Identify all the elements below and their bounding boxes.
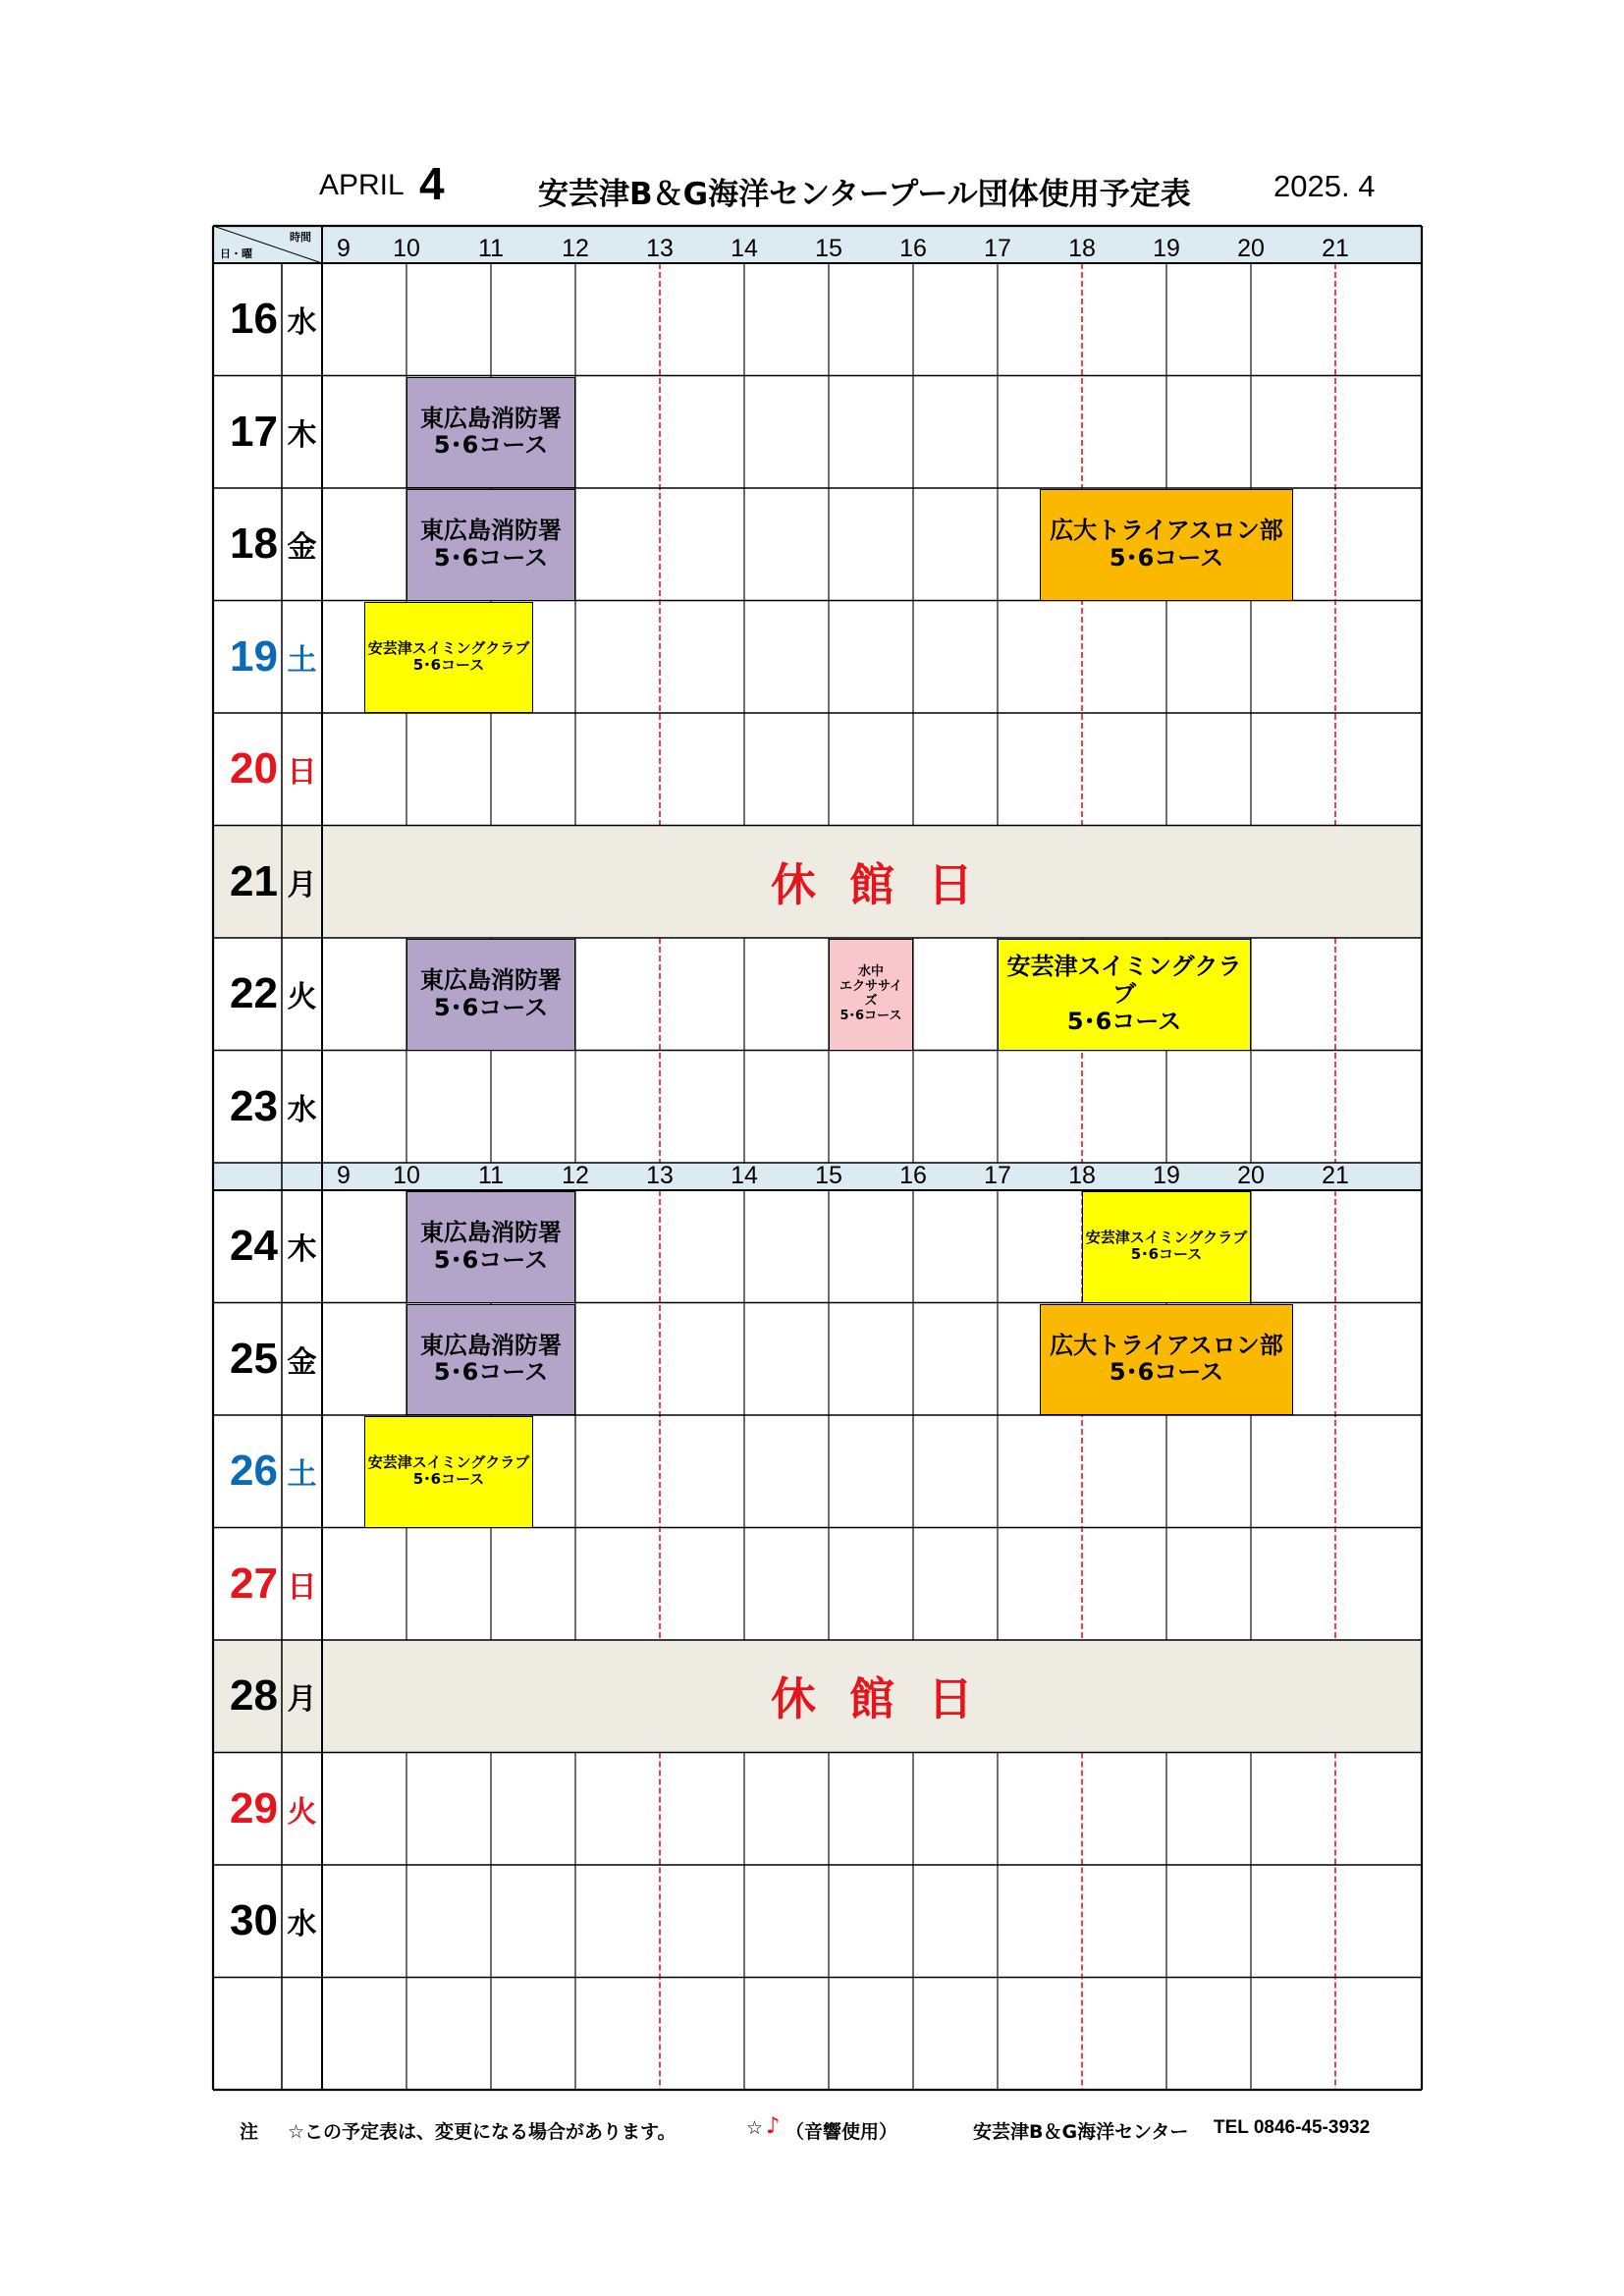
hour-label: 9 (337, 1162, 351, 1189)
event-text-line: 5･6コース (1109, 1358, 1224, 1387)
event-text-line: 東広島消防署 (420, 1219, 562, 1247)
center-name: 安芸津B＆G海洋センター (973, 2121, 1189, 2143)
event-text-line: 5･6コース (839, 1008, 902, 1023)
hour-label: 21 (1322, 1162, 1349, 1189)
day-number: 24 (230, 1222, 278, 1271)
hour-label: 19 (1153, 1162, 1180, 1189)
day-number: 21 (230, 856, 278, 905)
day-number: 23 (230, 1081, 278, 1130)
schedule-event[interactable] (406, 377, 575, 489)
day-number: 22 (230, 969, 278, 1018)
corner-label-day: 日・曜 (220, 247, 252, 260)
schedule-event[interactable] (1040, 1304, 1293, 1416)
hour-label: 16 (899, 235, 927, 262)
day-number: 19 (230, 631, 278, 681)
weekday-label: 月 (287, 867, 317, 902)
day-number: 17 (230, 407, 278, 456)
event-text-line: 水中 (857, 963, 884, 979)
month-number: 4 (419, 158, 445, 209)
hour-label: 12 (562, 235, 589, 262)
hour-label: 21 (1322, 235, 1349, 262)
hour-label: 10 (393, 1162, 420, 1189)
weekday-label: 水 (287, 1907, 317, 1942)
telephone: TEL 0846-45-3932 (1214, 2117, 1371, 2138)
day-number: 25 (230, 1334, 278, 1383)
event-text-line: 5･6コース (433, 1245, 549, 1274)
event-text-line: 5･6コース (412, 655, 485, 674)
hour-label: 18 (1068, 235, 1096, 262)
weekday-label: 水 (287, 305, 317, 341)
weekday-label: 木 (287, 417, 317, 453)
event-text-line: ズ (864, 993, 878, 1009)
day-number: 30 (230, 1896, 278, 1945)
schedule-event[interactable] (364, 602, 533, 714)
year-month: 2025. 4 (1273, 169, 1376, 203)
day-number (213, 1978, 278, 2091)
weekday-label: 土 (287, 642, 317, 678)
hour-label: 16 (899, 1162, 927, 1189)
day-number: 26 (230, 1447, 278, 1496)
weekday-label: 水 (287, 1092, 317, 1127)
schedule-event[interactable] (406, 489, 575, 601)
closed-day-label: 休館日 (771, 1672, 1006, 1726)
weekday-label: 日 (287, 755, 317, 791)
event-text-line: 広大トライアスロン部 (1050, 1331, 1283, 1359)
event-text-line: 5･6コース (1109, 543, 1224, 572)
weekday-label: 木 (287, 1232, 317, 1268)
music-note-icon: ♪ (766, 2113, 781, 2139)
event-text-line: 5･6コース (433, 993, 549, 1021)
hour-label: 11 (478, 235, 504, 262)
hour-label: 13 (646, 235, 674, 262)
hour-label: 19 (1153, 235, 1180, 262)
event-text-line: 5･6コース (1130, 1245, 1203, 1264)
day-number: 28 (230, 1671, 278, 1721)
schedule-event[interactable] (998, 939, 1251, 1051)
weekday-label: 月 (287, 1682, 317, 1718)
hour-label: 11 (478, 1162, 504, 1189)
day-number: 29 (230, 1783, 278, 1832)
corner-label-time: 時間 (290, 231, 311, 244)
weekday-label: 土 (287, 1457, 317, 1493)
event-text-line: 5･6コース (412, 1470, 485, 1489)
month-english: APRIL (319, 169, 405, 201)
hour-label: 18 (1068, 1162, 1096, 1189)
hour-label: 14 (731, 235, 758, 262)
hour-label: 10 (393, 235, 420, 262)
event-text-line: 安芸津スイミングクラブ (367, 1453, 530, 1471)
schedule-event[interactable] (829, 939, 913, 1051)
schedule-event[interactable] (406, 939, 575, 1051)
day-number: 20 (230, 744, 278, 793)
hour-label: 17 (984, 1162, 1011, 1189)
event-text-line: 安芸津スイミングクラブ (1085, 1229, 1248, 1246)
event-text-line: 広大トライアスロン部 (1050, 517, 1283, 545)
hour-label: 14 (731, 1162, 758, 1189)
legend-text: （音響使用） (785, 2121, 898, 2143)
weekday-label (282, 1978, 322, 2091)
page-title: 安芸津B＆G海洋センタープール団体使用予定表 (538, 177, 1191, 212)
hour-label: 20 (1237, 1162, 1265, 1189)
day-number: 27 (230, 1558, 278, 1608)
event-text-line: 5･6コース (1066, 1007, 1182, 1035)
day-number: 16 (230, 295, 278, 344)
hour-label: 15 (815, 1162, 842, 1189)
weekday-label: 日 (287, 1569, 317, 1605)
event-text-line: 東広島消防署 (420, 404, 562, 432)
schedule-event[interactable] (364, 1416, 533, 1528)
hour-label: 20 (1237, 235, 1265, 262)
event-text-line: 5･6コース (433, 431, 549, 460)
schedule-event[interactable] (406, 1191, 575, 1303)
schedule-event[interactable] (1040, 489, 1293, 601)
hour-label: 17 (984, 235, 1011, 262)
note-label: 注 (240, 2121, 259, 2143)
event-text-line: 安芸津スイミングクラブ (367, 638, 530, 657)
day-number: 18 (230, 519, 278, 569)
weekday-label: 火 (287, 980, 317, 1015)
hour-label: 9 (337, 235, 351, 262)
event-text-line: 安芸津スイミングクラブ (1006, 953, 1242, 1008)
weekday-label: 金 (287, 530, 317, 566)
event-text-line: 東広島消防署 (420, 966, 562, 995)
event-text-line: 東広島消防署 (420, 1331, 562, 1359)
event-text-line: 5･6コース (433, 543, 549, 572)
schedule-event[interactable] (406, 1304, 575, 1416)
event-text-line: エクササイ (839, 978, 903, 994)
closed-day-label: 休館日 (771, 857, 1006, 911)
event-text-line: 東広島消防署 (420, 517, 562, 545)
hour-label: 12 (562, 1162, 589, 1189)
legend-star: ☆ (746, 2117, 764, 2139)
event-text-line: 5･6コース (433, 1358, 549, 1387)
hour-label: 13 (646, 1162, 674, 1189)
schedule-event[interactable] (1082, 1191, 1251, 1303)
weekday-label: 火 (287, 1794, 317, 1830)
note-text: ☆この予定表は、変更になる場合があります。 (288, 2121, 677, 2143)
hour-label: 15 (815, 235, 842, 262)
weekday-label: 金 (287, 1344, 317, 1380)
